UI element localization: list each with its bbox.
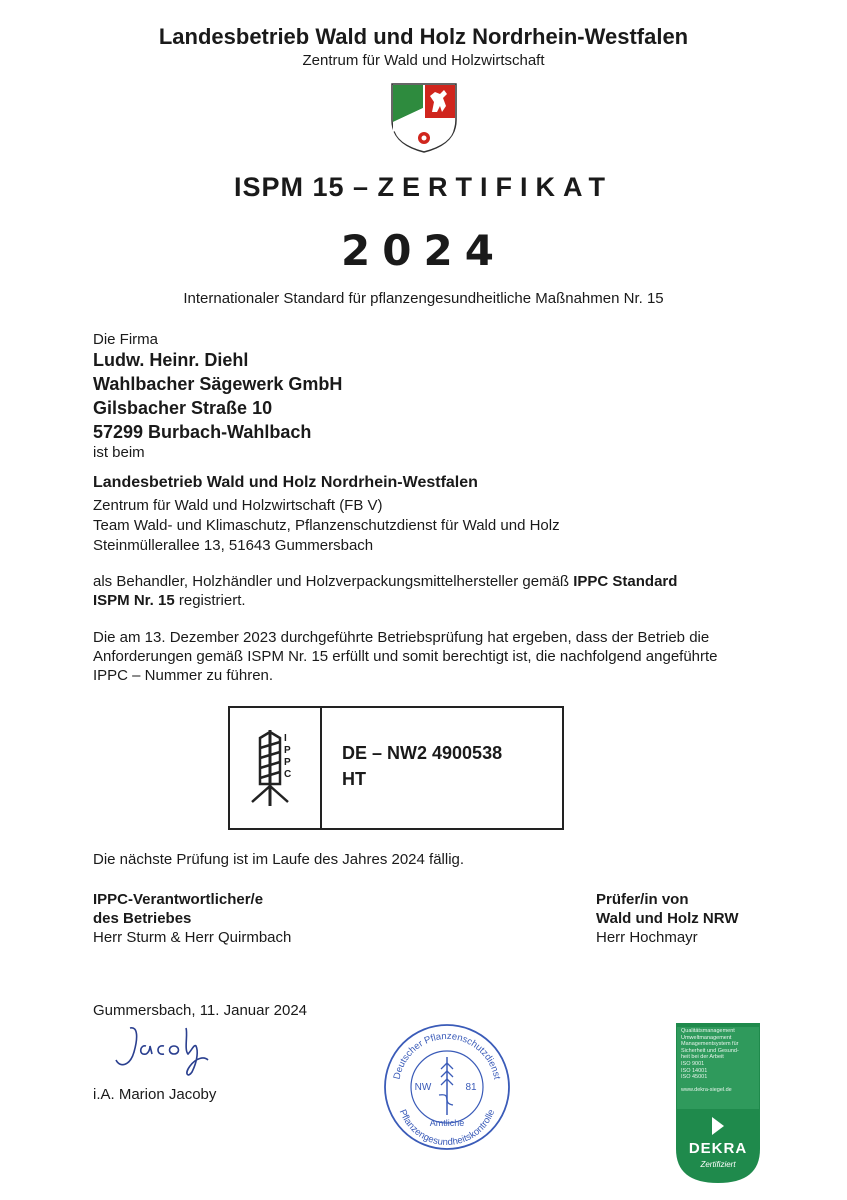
company-name-line: Ludw. Heinr. Diehl	[93, 350, 249, 370]
certificate-title	[0, 172, 847, 203]
dekra-line: ISO 9001	[681, 1060, 705, 1067]
company-name-line: Wahlbacher Sägewerk GmbH	[93, 374, 343, 394]
dekra-seal	[676, 1023, 760, 1183]
ippc-letter: I	[284, 733, 287, 744]
audit-line: Anforderungen gemäß ISPM Nr. 15 erfüllt und somit berechtigt ist, die nachfolgend angeführte	[93, 648, 718, 665]
dekra-line: Qualitätsmanagement	[681, 1028, 735, 1034]
place-date: Gummersbach, 11. Januar 2024	[93, 1002, 308, 1019]
ippc-letters	[284, 733, 291, 781]
responsible-names: Herr Sturm & Herr Quirmbach	[93, 929, 292, 946]
dekra-line: Umweltmanagement	[681, 1034, 732, 1041]
registration-text-part: als Behandler, Holzhändler und Holzverpackungsmittelhersteller gemäß	[93, 573, 574, 590]
ippc-wheat-icon	[246, 728, 302, 812]
company-intro: Die Firma	[93, 331, 159, 348]
company-street: Gilsbacher Straße 10	[93, 398, 273, 418]
responsible-title: IPPC-Verantwortlicher/e	[93, 891, 264, 908]
inspector-title: Wald und Holz NRW	[596, 910, 739, 927]
dekra-line: ISO 45001	[681, 1074, 708, 1081]
audit-line: Die am 13. Dezember 2023 durchgeführte Betriebsprüfung hat ergeben, dass der Betrieb die	[93, 629, 710, 646]
inspector-title: Prüfer/in von	[596, 891, 689, 908]
company-outro: ist beim	[93, 444, 145, 461]
registration-ispm: ISPM Nr. 15	[93, 592, 175, 609]
signatory-name: i.A. Marion Jacoby	[93, 1086, 217, 1103]
registration-text	[93, 572, 753, 610]
issuer-title: Landesbetrieb Wald und Holz Nordrhein-Westfalen	[158, 24, 689, 49]
authority-name: Landesbetrieb Wald und Holz Nordrhein-Westfalen	[93, 474, 478, 491]
dekra-line: ISO 14001	[681, 1067, 708, 1074]
ippc-treatment: HT	[342, 769, 366, 789]
plant-protection-stamp-icon	[383, 1023, 511, 1151]
certificate-year: 2024	[341, 226, 506, 275]
stamp-right-text: 81	[465, 1082, 477, 1093]
dekra-brand: DEKRA	[688, 1140, 748, 1157]
stamp-left-text: NW	[414, 1082, 432, 1093]
certificate-title-word: ZERTIFIKAT	[377, 172, 614, 202]
stamp-bottom-text: Pflanzengesundheitskontrolle	[396, 1107, 498, 1149]
issuer-subtitle: Zentrum für Wald und Holzwirtschaft	[302, 52, 545, 69]
signature-icon	[108, 1020, 218, 1080]
registration-text-end: registriert.	[174, 592, 246, 609]
inspector-block	[596, 890, 738, 947]
ippc-letter: P	[284, 745, 291, 756]
authority-line: Team Wald- und Klimaschutz, Pflanzenschutzdienst für Wald und Holz	[93, 517, 560, 534]
dekra-line: Managementsystem für	[681, 1041, 739, 1048]
audit-line: IPPC – Nummer zu führen.	[93, 667, 274, 684]
stamp-top-text: Deutscher Pflanzenschutzdienst	[391, 1030, 503, 1081]
standard-description: Internationaler Standard für pflanzengesundheitliche Maßnahmen Nr. 15	[183, 290, 664, 307]
inspector-name: Herr Hochmayr	[596, 929, 698, 946]
certificate-title-prefix: ISPM 15 –	[233, 172, 378, 202]
authority-address: Steinmüllerallee 13, 51643 Gummersbach	[93, 537, 374, 554]
ippc-mark-divider	[320, 706, 322, 830]
dekra-line: heit bei der Arbeit	[681, 1054, 724, 1061]
dekra-sub: Zertifiziert	[700, 1160, 736, 1169]
dekra-url: www.dekra-siegel.de	[681, 1086, 732, 1093]
dekra-seal-text	[681, 1028, 757, 1093]
ippc-letter: P	[284, 757, 291, 768]
authority-line: Zentrum für Wald und Holzwirtschaft (FB V)	[93, 497, 383, 514]
company-city: 57299 Burbach-Wahlbach	[93, 422, 312, 442]
nrw-coat-of-arms-icon	[390, 82, 458, 154]
dekra-line: Sicherheit und Gesund-	[681, 1047, 739, 1054]
ippc-registration	[342, 740, 502, 792]
registration-standard: IPPC Standard	[573, 573, 678, 590]
stamp-center-text: Amtliche	[429, 1118, 465, 1128]
next-check-note: Die nächste Prüfung ist im Laufe des Jahres 2024 fällig.	[93, 851, 465, 868]
responsible-title: des Betriebes	[93, 910, 192, 927]
ippc-letter: C	[284, 769, 292, 780]
responsible-block	[93, 890, 291, 947]
ippc-code: DE – NW2 4900538	[342, 743, 503, 763]
